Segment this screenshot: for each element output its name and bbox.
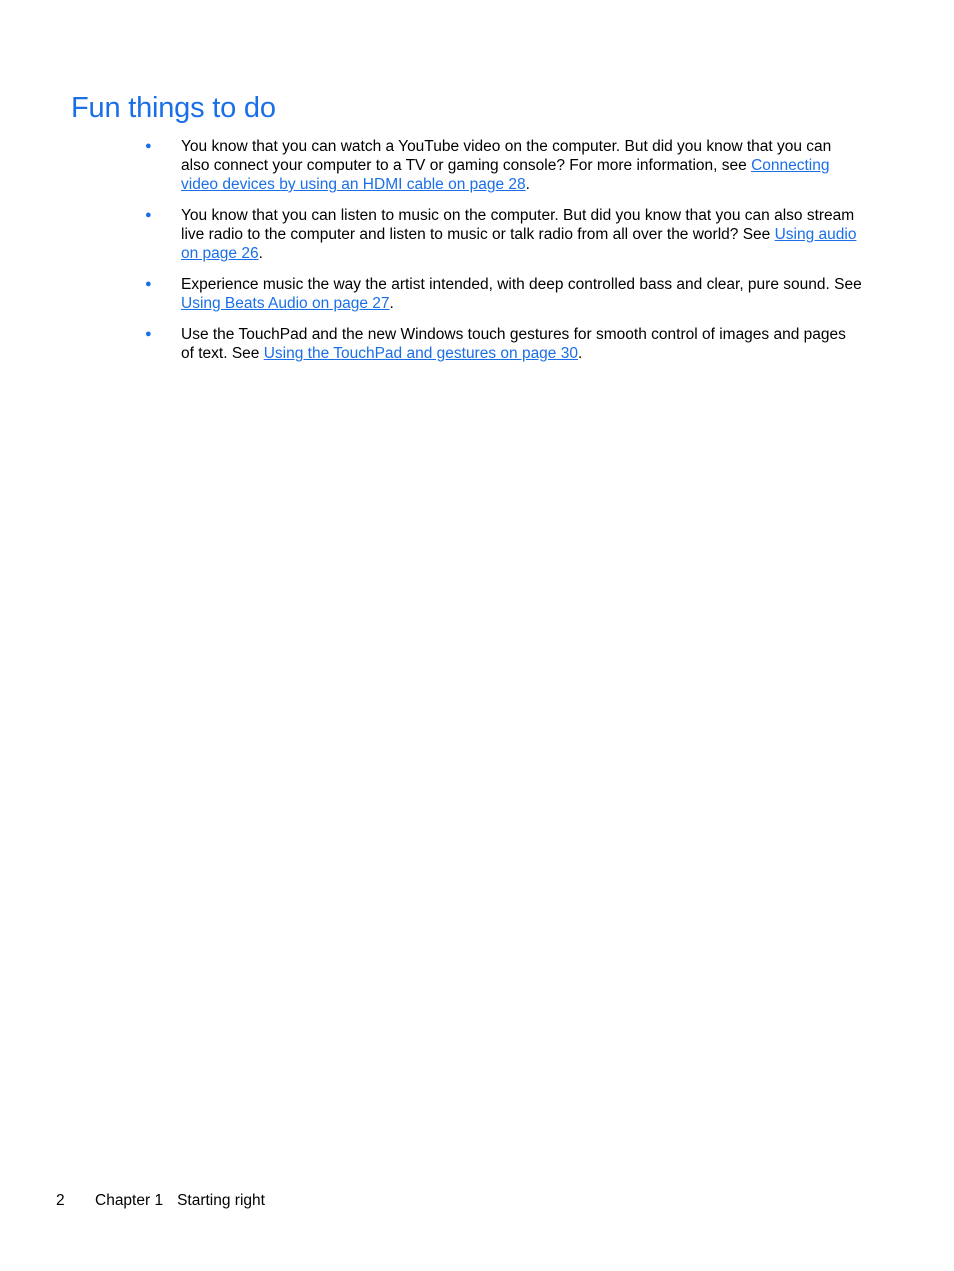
list-item (0, 137, 954, 194)
list-item-text-after: . (389, 295, 394, 312)
bullet-icon: ● (145, 209, 152, 221)
list-item-text-after: . (258, 245, 263, 262)
link-using-audio[interactable]: Using audio on page 26 (181, 226, 857, 262)
link-using-beats-audio[interactable]: Using Beats Audio on page 27 (181, 295, 390, 312)
bullet-icon: ● (145, 278, 152, 290)
page-title: Fun things to do (71, 92, 276, 124)
list-item-text-after: . (577, 345, 583, 362)
footer-page-number: 2 (56, 1192, 65, 1209)
list-item (0, 206, 954, 263)
bullet-icon: ● (145, 328, 152, 340)
page-footer (56, 1191, 265, 1211)
list-item-text (181, 137, 863, 194)
footer-chapter-title: Starting right (177, 1192, 265, 1209)
list-item-text (181, 325, 863, 363)
bullet-list (0, 137, 954, 375)
list-item-text (181, 275, 863, 313)
list-item-text-after: . (525, 176, 530, 193)
list-item-text-before: Use the TouchPad and the new Windows touch gestures for smooth control of images and pages of text. See (181, 326, 846, 362)
link-connecting-video-devices[interactable]: Connecting video devices by using an HDMI cable on page 28 (181, 157, 830, 193)
list-item-text (181, 206, 863, 263)
bullet-icon: ● (145, 140, 152, 152)
list-item (0, 325, 954, 363)
list-item-text-before: You know that you can watch a YouTube video on the computer. But did you know that you can also connect your computer to a TV or gaming console? For more information, see (181, 138, 832, 174)
list-item-text-before: Experience music the way the artist intended, with deep controlled bass and clear, pure sound. See (181, 276, 862, 293)
footer-chapter-label: Chapter 1 (95, 1192, 164, 1209)
list-item-text-before: You know that you can listen to music on the computer. But did you know that you can also stream live radio to the computer and listen to music or talk radio from all over the world? See (181, 207, 855, 243)
list-item (0, 275, 954, 313)
link-using-touchpad[interactable]: Using the TouchPad and gestures on page 30 (263, 345, 578, 362)
